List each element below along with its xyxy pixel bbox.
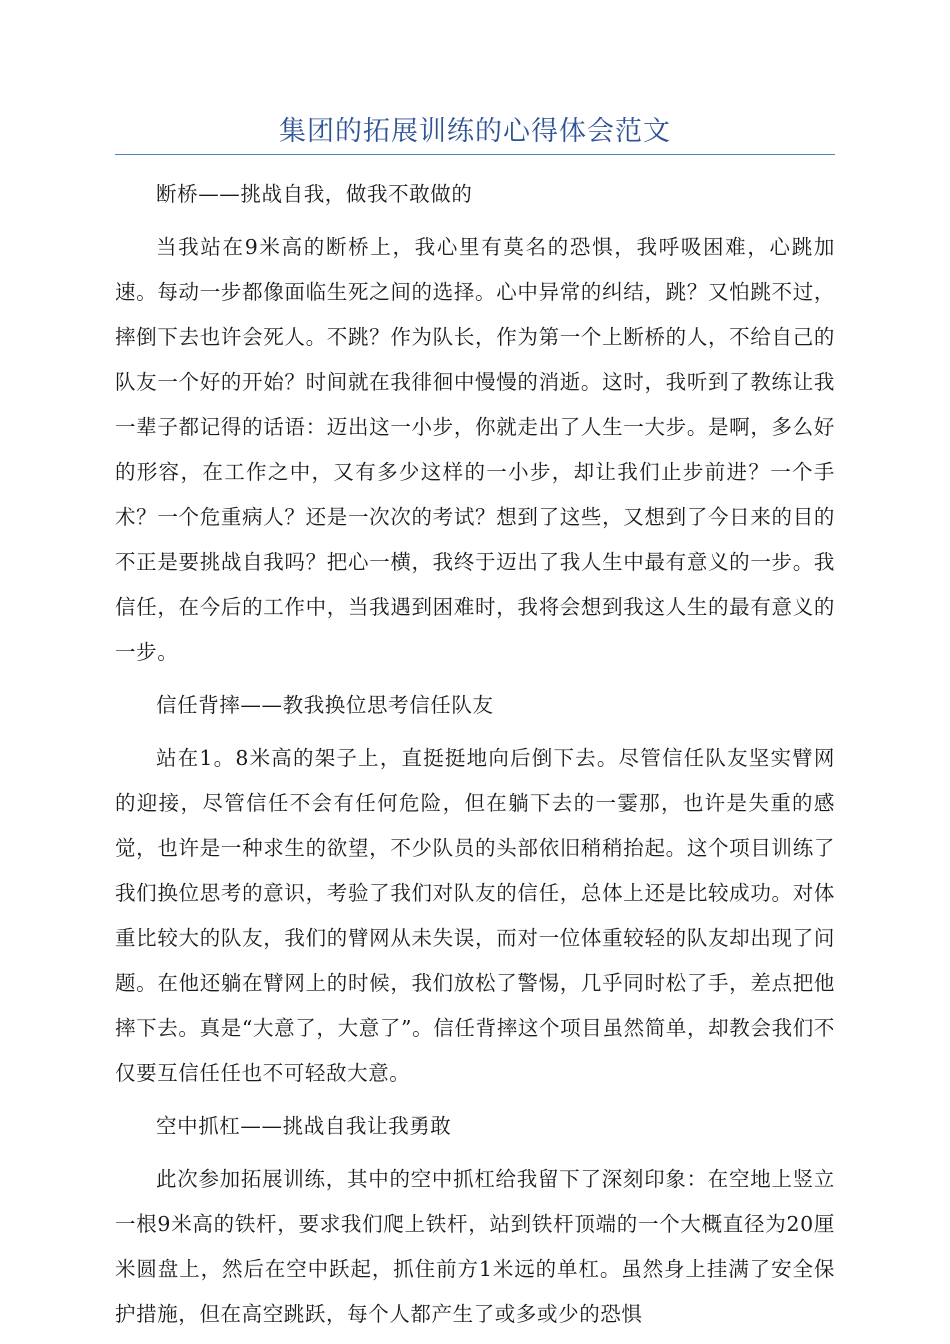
section-heading-air-bar: 空中抓杠——挑战自我让我勇敢 — [156, 1114, 452, 1138]
section-paragraph-trust-fall: 站在1。8米高的架子上，直挺挺地向后倒下去。尽管信任队友坚实臂网的迎接，尽管信任不会有任何危险，但在躺下去的一霎那，也许是失重的感觉，也许是一种求生的欲望，不少队员的头部依旧稍稍抬起。这个项目训练了我们换位思考的意识，考验了我们对队友的信任，总体上还是比较成功。对体重比较大的队友，我们的臂网从未失误，而对一位体重较轻的队友却出现了问题。在他还躺在臂网上的时候，我们放松了警惕，几乎同时松了手，差点把他摔下去。真是“大意了，大意了”。信任背摔这个项目虽然简单，却教会我们不仅要互信任任也不可轻敌大意。 — [115, 746, 835, 1085]
spacer — [115, 217, 835, 225]
section-paragraph-broken-bridge: 当我站在9米高的断桥上，我心里有莫名的恐惧，我呼吸困难，心跳加速。每动一步都像面临生死之间的选择。心中异常的纠结，跳？又怕跳不过，摔倒下去也许会死人。不跳？作为队长，作为第一个上断桥的人，不给自己的队友一个好的开始？时间就在我徘徊中慢慢的消逝。这时，我听到了教练让我一辈子都记得的话语：迈出这一小步，你就走出了人生一大步。是啊，多么好的形容，在工作之中，又有多少这样的一小步，却让我们止步前进？一个手术？一个危重病人？还是一次次的考试？想到了这些，又想到了今日来的目的不正是要挑战自我吗？把心一横，我终于迈出了我人生中最有意义的一步。我信任，在今后的工作中，当我遇到困难时，我将会想到我这人生的最有意义的一步。 — [115, 235, 835, 664]
spacer — [115, 1149, 835, 1157]
spacer — [115, 728, 835, 736]
spacer — [115, 675, 835, 683]
document-body — [115, 172, 835, 1337]
document-title: 集团的拓展训练的心得体会范文 — [279, 116, 671, 147]
title-underline — [115, 154, 835, 155]
spacer — [115, 1096, 835, 1104]
section-heading-broken-bridge: 断桥——挑战自我，做我不敢做的 — [156, 182, 473, 206]
section-heading-trust-fall: 信任背摔——教我换位思考信任队友 — [156, 693, 494, 717]
section-paragraph-air-bar: 此次参加拓展训练，其中的空中抓杠给我留下了深刻印象：在空地上竖立一根9米高的铁杆，要求我们爬上铁杆，站到铁杆顶端的一个大概直径为20厘米圆盘上，然后在空中跃起，抓住前方1米远的单杠。虽然身上挂满了安全保护措施，但在高空跳跃，每个人都产生了或多或少的恐惧 — [115, 1167, 835, 1326]
